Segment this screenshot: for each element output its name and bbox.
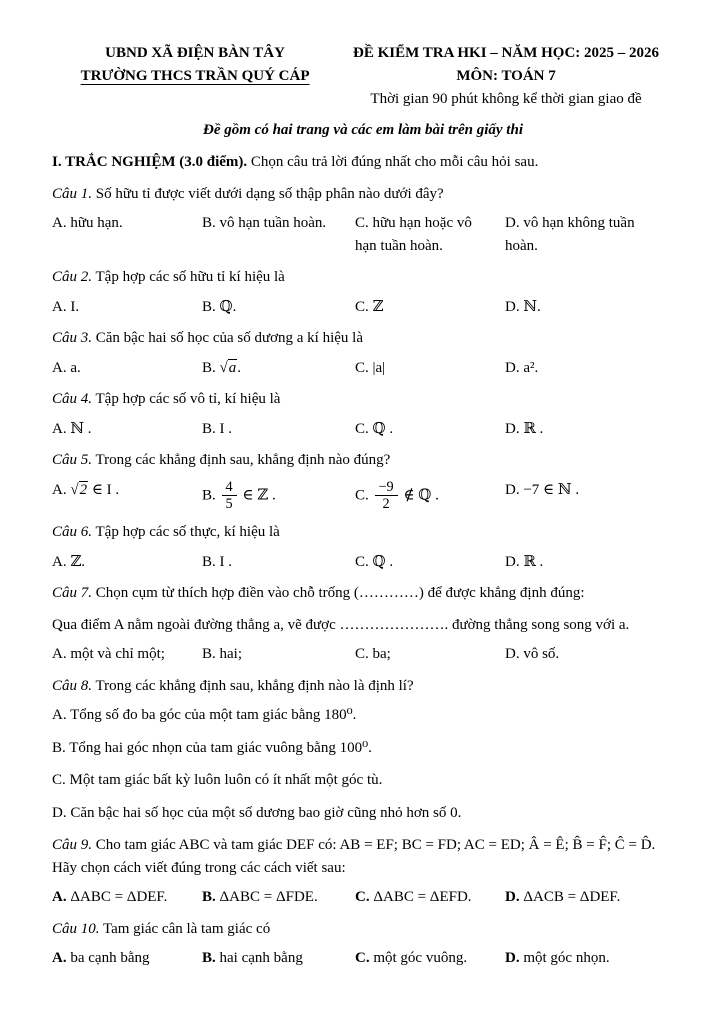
question-stem (52, 582, 674, 605)
question-text: Cho tam giác ABC và tam giác DEF có: AB = EF; BC = FD; AC = ED; Â = Ê; B̂ = F̂; Ĉ = D̂. Hãy chọn cách viết đúng trong các cách viết sau: (52, 837, 656, 876)
radical-icon: √ (70, 481, 79, 498)
option-c (355, 479, 505, 513)
question-text: Tập hợp các số vô tỉ, kí hiệu là (92, 391, 281, 407)
header-right (338, 42, 674, 111)
option-label: C. (355, 646, 369, 663)
option-c (355, 947, 505, 970)
option-c (355, 643, 505, 666)
option-text: hữu hạn hoặc vô hạn tuần hoàn. (355, 215, 472, 254)
option-label: B. (202, 553, 216, 570)
option-c (355, 551, 505, 574)
option-text: a. (66, 359, 81, 376)
question-9 (52, 834, 674, 909)
option-b (202, 947, 355, 970)
option-c (355, 296, 505, 319)
sqrt-expression (70, 481, 88, 498)
options-row (52, 643, 674, 666)
question-2 (52, 266, 674, 318)
option-a (52, 551, 202, 574)
fraction-numerator: 4 (222, 479, 237, 496)
option-text: −7 ∈ ℕ . (519, 481, 580, 498)
option-label: D. (505, 420, 520, 437)
question-8 (52, 675, 674, 825)
question-text: Căn bậc hai số học của số dương a kí hiệu là (92, 330, 364, 346)
option-text: ba cạnh bằng (66, 950, 150, 967)
question-1 (52, 183, 674, 258)
question-stem (52, 675, 674, 698)
option-text: một góc vuông. (369, 950, 468, 967)
fraction-denominator: 5 (225, 495, 233, 512)
option-text: ∈ I . (88, 481, 120, 498)
radicand: a (228, 359, 237, 376)
option-text: vô hạn tuần hoàn. (215, 215, 327, 231)
option-text: hai; (215, 646, 243, 663)
option-b (52, 737, 674, 760)
question-text: Chọn cụm từ thích hợp điền vào chỗ trống (…………) để được khẳng định đúng: (92, 585, 585, 602)
option-text: Tổng số đo ba góc của một tam giác bằng 180⁰. (66, 707, 357, 724)
option-d (505, 947, 674, 970)
option-text: ℚ. (215, 298, 237, 315)
question-stem (52, 449, 674, 472)
option-text: I . (215, 420, 233, 437)
option-text: vô hạn không tuần hoàn. (505, 215, 635, 254)
fraction (375, 479, 398, 513)
question-stem (52, 834, 674, 879)
option-label: A. (52, 481, 67, 498)
option-label: A. (52, 889, 67, 906)
question-stem (52, 388, 674, 411)
option-label: B. (202, 298, 216, 315)
question-text: Tập hợp các số hữu tỉ kí hiệu là (92, 269, 285, 285)
question-text: Trong các khẳng định sau, khẳng định nào là định lí? (92, 677, 414, 694)
option-label: B. (202, 359, 216, 376)
option-text: hữu hạn. (66, 215, 123, 231)
option-text: ℤ (368, 298, 384, 315)
question-label: Câu 1. (52, 185, 93, 202)
question-text: Tập hợp các số thực, kí hiệu là (92, 524, 280, 541)
option-label: C. (355, 553, 369, 570)
option-text: |a| (368, 359, 386, 376)
question-text: Số hữu tỉ được viết dưới dạng số thập phân nào dưới đây? (92, 185, 444, 202)
option-label: B. (202, 486, 216, 503)
question-stem (52, 266, 674, 289)
option-label: C. (355, 420, 369, 437)
section-title: I. TRẮC NGHIỆM (3.0 điểm). (52, 154, 248, 170)
option-b (202, 479, 355, 513)
option-label: A. (52, 950, 67, 967)
option-label: A. (52, 646, 67, 663)
option-label: C. (355, 359, 369, 376)
option-label: D. (505, 298, 520, 315)
option-a (52, 704, 674, 727)
question-7 (52, 582, 674, 666)
question-label: Câu 10. (52, 920, 100, 937)
option-label: A. (52, 215, 67, 231)
option-b (202, 357, 355, 380)
option-a (52, 296, 202, 319)
options-row (52, 479, 674, 513)
option-a (52, 418, 202, 441)
question-label: Câu 8. (52, 677, 93, 694)
question-label: Câu 7. (52, 585, 93, 602)
radicand: 2 (79, 481, 88, 498)
option-c (355, 357, 505, 380)
question-label: Câu 5. (52, 452, 93, 468)
option-label: D. (505, 215, 520, 231)
option-label: A. (52, 420, 67, 437)
option-label: D. (505, 553, 520, 570)
question-text: Tam giác cân là tam giác có (99, 920, 271, 937)
option-text: vô số. (519, 646, 560, 663)
sqrt-expression (220, 359, 238, 376)
option-text: ΔABC = ΔEFD. (369, 889, 472, 906)
option-b (202, 886, 355, 909)
question-label: Câu 6. (52, 524, 93, 541)
option-a (52, 479, 202, 502)
option-text: hai cạnh bằng (215, 950, 303, 967)
option-label: D. (505, 950, 520, 967)
section-subtitle: Chọn câu trả lời đúng nhất cho mỗi câu hỏi sau. (247, 154, 539, 170)
option-a (52, 947, 202, 970)
header-left (52, 42, 338, 111)
question-label: Câu 3. (52, 330, 93, 346)
question-label: Câu 2. (52, 269, 93, 285)
section-heading (52, 151, 674, 174)
options-row (52, 947, 674, 970)
option-text: ℕ . (66, 420, 92, 437)
question-stem (52, 183, 674, 206)
option-text: Căn bậc hai số học của một số dương bao giờ cũng nhỏ hơn số 0. (66, 804, 462, 821)
option-label: B. (202, 646, 216, 663)
option-text: ∉ ℚ . (399, 486, 439, 503)
option-d (505, 357, 674, 380)
option-text: ℚ . (368, 553, 394, 570)
option-d (505, 886, 674, 909)
question-stem-line2: Qua điểm A nằm ngoài đường thẳng a, vẽ được …………………. đường thẳng song song với a. (52, 616, 630, 633)
option-d (505, 551, 674, 574)
question-stem (52, 521, 674, 544)
option-text: Một tam giác bất kỳ luôn luôn có ít nhất một góc tù. (65, 772, 383, 789)
option-b (202, 212, 355, 257)
option-label: D. (505, 646, 520, 663)
option-c (52, 769, 674, 792)
option-label: D. (505, 889, 520, 906)
option-label: B. (202, 420, 216, 437)
option-text: ∈ ℤ . (238, 486, 276, 503)
option-d (505, 212, 674, 257)
question-label: Câu 4. (52, 391, 93, 407)
exam-title: ĐỀ KIỂM TRA HKI – NĂM HỌC: 2025 – 2026 (353, 45, 660, 61)
school-name: TRƯỜNG THCS TRẦN QUÝ CÁP (80, 67, 310, 84)
option-d (505, 296, 674, 319)
option-text: ℝ . (519, 420, 544, 437)
option-label: C. (355, 298, 369, 315)
option-label: A. (52, 553, 67, 570)
option-text: ℚ . (368, 420, 394, 437)
option-label: A. (52, 359, 67, 376)
option-d (505, 479, 674, 502)
question-6 (52, 521, 674, 573)
question-stem (52, 327, 674, 350)
option-c (355, 212, 505, 257)
option-label: C. (355, 889, 370, 906)
option-text: I . (215, 553, 233, 570)
option-text: . (237, 359, 241, 376)
option-label: D. (505, 359, 520, 376)
option-label: C. (52, 772, 66, 789)
options-row (52, 212, 674, 257)
option-label: D. (52, 804, 67, 821)
option-text: ΔABC = ΔFDE. (215, 889, 318, 906)
option-b (202, 551, 355, 574)
option-text: ℝ . (519, 553, 544, 570)
option-text: ℤ. (66, 553, 86, 570)
question-3 (52, 327, 674, 379)
option-label: A. (52, 298, 67, 315)
fraction-denominator: 2 (382, 495, 390, 512)
fraction-numerator: −9 (375, 479, 398, 496)
option-label: C. (355, 215, 369, 231)
fraction (222, 479, 237, 513)
option-d (505, 643, 674, 666)
option-label: C. (355, 486, 369, 503)
option-a (52, 886, 202, 909)
option-text: Tổng hai góc nhọn của tam giác vuông bằng 100⁰. (65, 739, 372, 756)
option-label: B. (202, 889, 216, 906)
option-a (52, 357, 202, 380)
option-text: một góc nhọn. (519, 950, 610, 967)
header (52, 42, 674, 111)
time-note: Thời gian 90 phút không kể thời gian giao đề (370, 91, 642, 107)
option-text: một và chỉ một; (66, 646, 165, 663)
options-row (52, 357, 674, 380)
option-b (202, 643, 355, 666)
question-stem (52, 918, 674, 941)
option-text: ΔABC = ΔDEF. (66, 889, 168, 906)
question-5 (52, 449, 674, 512)
options-row (52, 886, 674, 909)
option-text: ΔACB = ΔDEF. (519, 889, 621, 906)
option-c (355, 886, 505, 909)
question-label: Câu 9. (52, 837, 93, 854)
option-label: B. (52, 739, 66, 756)
question-4 (52, 388, 674, 440)
question-text: Trong các khẳng định sau, khẳng định nào đúng? (92, 452, 391, 468)
organization-name: UBND XÃ ĐIỆN BÀN TÂY (105, 45, 285, 61)
option-label: B. (202, 215, 216, 231)
radical-icon: √ (219, 359, 228, 376)
options-row (52, 418, 674, 441)
option-text: ba; (368, 646, 391, 663)
option-a (52, 643, 202, 666)
option-c (355, 418, 505, 441)
exam-instruction-note: Đề gồm có hai trang và các em làm bài trên giấy thi (203, 121, 523, 138)
option-text: a². (519, 359, 539, 376)
option-text: I. (66, 298, 80, 315)
option-d (505, 418, 674, 441)
options-row (52, 296, 674, 319)
option-label: A. (52, 707, 67, 724)
option-label: C. (355, 950, 370, 967)
option-b (202, 418, 355, 441)
options-row (52, 551, 674, 574)
option-d (52, 802, 674, 825)
option-label: B. (202, 950, 216, 967)
option-label: D. (505, 481, 520, 498)
option-text: ℕ. (519, 298, 541, 315)
option-a (52, 212, 202, 257)
question-10 (52, 918, 674, 970)
option-b (202, 296, 355, 319)
exam-subject: MÔN: TOÁN 7 (456, 67, 556, 84)
